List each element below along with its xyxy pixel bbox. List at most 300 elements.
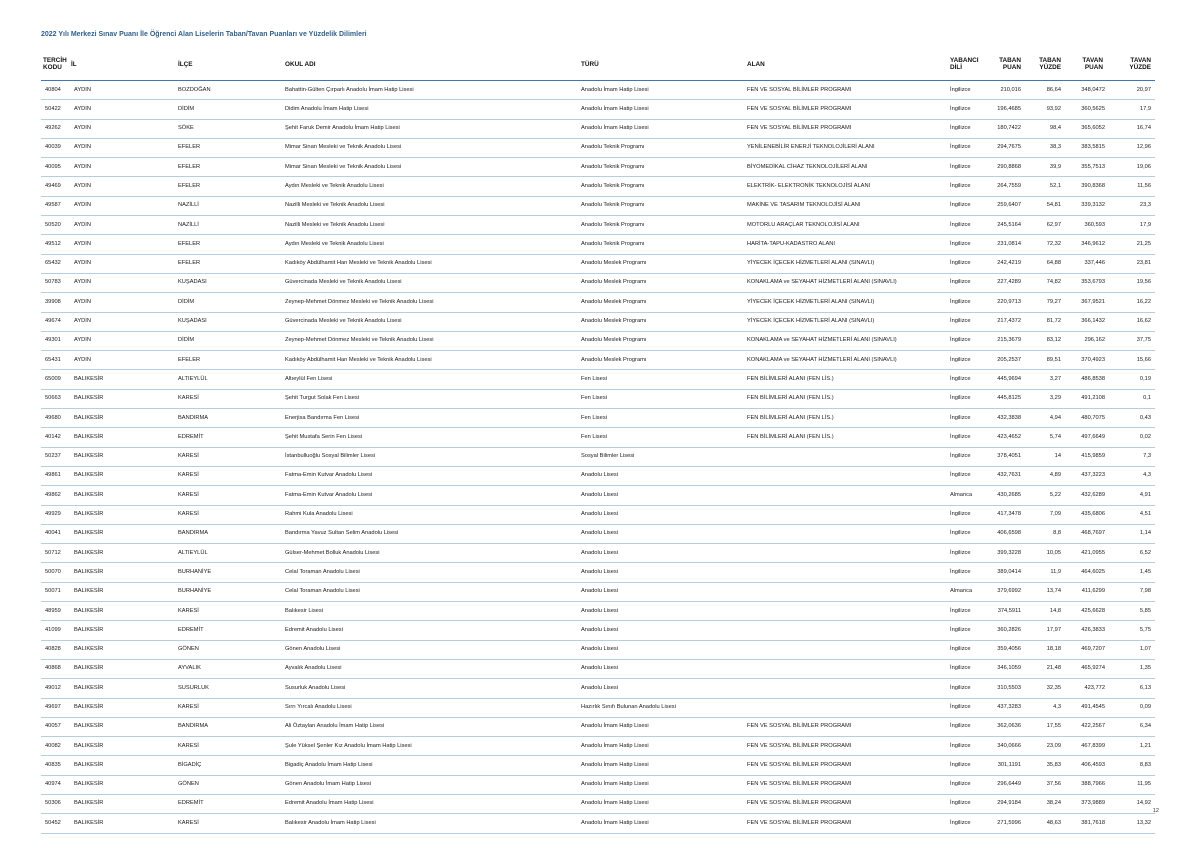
cell-taban-yuzde: 3,27	[1049, 375, 1061, 382]
cell-dil: İngilizce	[950, 742, 971, 749]
table-row	[41, 718, 1155, 737]
cell-kod: 48959	[45, 607, 61, 614]
cell-kod: 49012	[45, 684, 61, 691]
cell-turu: Anadolu Meslek Programı	[581, 318, 647, 325]
cell-dil: Almanca	[950, 491, 973, 498]
cell-taban-puan: 271,5996	[997, 819, 1021, 826]
cell-ilce: GÖNEN	[178, 646, 199, 653]
header-tavan-yuzde: TAVAN YÜZDE	[1129, 57, 1151, 72]
cell-ilce: DİDİM	[178, 105, 195, 112]
cell-taban-puan: 445,9694	[997, 375, 1021, 382]
cell-il: BALIKESİR	[74, 472, 104, 479]
cell-il: AYDIN	[74, 202, 91, 209]
cell-okul: İstanbulluoğlu Sosyal Bilimler Lisesi	[285, 453, 376, 460]
cell-il: BALIKESİR	[74, 646, 104, 653]
cell-okul: Şehit Faruk Demir Anadolu İmam Hatip Lisesi	[285, 125, 400, 132]
cell-tavan-yuzde: 11,95	[1137, 781, 1151, 788]
cell-alan: YİYECEK İÇECEK HİZMETLERİ ALANI (SINAVLI)	[747, 318, 875, 325]
cell-dil: İngilizce	[950, 337, 971, 344]
cell-il: BALIKESİR	[74, 626, 104, 633]
cell-alan: FEN BİLİMLERİ ALANI (FEN LİS.)	[747, 375, 834, 382]
cell-taban-yuzde: 83,12	[1046, 337, 1061, 344]
cell-taban-yuzde: 5,74	[1049, 433, 1061, 440]
table-row	[41, 699, 1155, 718]
cell-il: BALIKESİR	[74, 704, 104, 710]
cell-taban-puan: 346,1059	[997, 665, 1021, 672]
cell-dil: İngilizce	[950, 607, 971, 614]
table-row	[41, 525, 1155, 544]
cell-turu: Anadolu İmam Hatip Lisesi	[581, 819, 649, 826]
cell-okul: Ayvalık Anadolu Lisesi	[285, 665, 342, 672]
cell-alan: FEN VE SOSYAL BİLİMLER PROGRAMI	[747, 742, 852, 749]
cell-kod: 49862	[45, 491, 61, 498]
cell-tavan-yuzde: 1,07	[1139, 646, 1151, 653]
header-dil: YABANCI DİLİ	[950, 57, 979, 72]
cell-kod: 50783	[45, 279, 61, 286]
cell-dil: İngilizce	[950, 240, 971, 247]
cell-turu: Anadolu Lisesi	[581, 588, 618, 595]
cell-dil: İngilizce	[950, 568, 971, 575]
cell-ilce: EFELER	[178, 240, 201, 247]
cell-ilce: KARESİ	[178, 472, 199, 479]
cell-dil: İngilizce	[950, 781, 971, 788]
table-row	[41, 506, 1155, 525]
cell-alan: KONAKLAMA ve SEYAHAT HİZMETLERİ ALANI (SINAVLI)	[747, 356, 897, 363]
page-number: 12	[1152, 808, 1159, 814]
cell-taban-puan: 231,0814	[997, 240, 1021, 247]
cell-alan: FEN VE SOSYAL BİLİMLER PROGRAMI	[747, 125, 852, 132]
cell-il: AYDIN	[74, 298, 91, 305]
cell-turu: Anadolu İmam Hatip Lisesi	[581, 723, 649, 730]
cell-kod: 40804	[45, 86, 61, 93]
cell-alan: FEN BİLİMLERİ ALANI (FEN LİS.)	[747, 414, 834, 421]
cell-tavan-yuzde: 12,96	[1136, 144, 1151, 151]
cell-tavan-yuzde: 5,75	[1139, 626, 1151, 633]
cell-taban-yuzde: 35,83	[1046, 761, 1061, 768]
cell-dil: İngilizce	[950, 819, 971, 826]
cell-taban-puan: 362,0636	[997, 723, 1021, 730]
cell-taban-yuzde: 21,48	[1046, 665, 1061, 672]
cell-kod: 50422	[45, 105, 61, 112]
cell-turu: Anadolu Teknik Programı	[581, 240, 645, 247]
table-row	[41, 486, 1155, 505]
cell-turu: Anadolu Meslek Programı	[581, 337, 647, 344]
cell-okul: Aydın Mesleki ve Teknik Anadolu Lisesi	[285, 182, 384, 189]
cell-tavan-puan: 491,4545	[1081, 704, 1105, 710]
cell-taban-puan: 301,1191	[997, 761, 1021, 768]
cell-alan: FEN BİLİMLERİ ALANI (FEN LİS.)	[747, 433, 834, 440]
cell-tavan-puan: 421,0955	[1081, 549, 1105, 556]
cell-tavan-yuzde: 11,56	[1137, 182, 1151, 189]
table-row	[41, 370, 1155, 389]
cell-il: BALIKESİR	[74, 761, 104, 768]
cell-kod: 49861	[45, 472, 61, 479]
cell-ilce: GÖNEN	[178, 781, 199, 788]
cell-dil: İngilizce	[950, 511, 971, 518]
cell-okul: Şule Yüksel Şenler Kız Anadolu İmam Hatip Lisesi	[285, 742, 412, 749]
cell-tavan-yuzde: 7,98	[1139, 588, 1151, 595]
page-title: 2022 Yılı Merkezi Sınav Puanı İle Öğrenci Alan Liselerin Taban/Tavan Puanları ve Yüzdelik Dilimleri	[41, 31, 367, 38]
cell-kod: 49262	[45, 125, 61, 132]
cell-tavan-yuzde: 23,3	[1139, 202, 1151, 209]
cell-il: AYDIN	[74, 240, 91, 247]
cell-turu: Anadolu İmam Hatip Lisesi	[581, 105, 649, 112]
cell-il: BALIKESİR	[74, 684, 104, 691]
cell-tavan-puan: 425,6628	[1081, 607, 1105, 614]
cell-okul: Susurluk Anadolu Lisesi	[285, 684, 346, 691]
cell-turu: Anadolu Lisesi	[581, 607, 618, 614]
cell-tavan-yuzde: 7,3	[1143, 453, 1151, 460]
cell-okul: Kadıköy Abdülhamit Han Mesleki ve Teknik Anadolu Lisesi	[285, 260, 432, 267]
cell-taban-yuzde: 17,97	[1046, 626, 1061, 633]
cell-tavan-yuzde: 8,83	[1139, 761, 1151, 768]
table-row	[41, 120, 1155, 139]
cell-taban-puan: 359,4056	[997, 646, 1021, 653]
cell-kod: 40041	[45, 530, 61, 537]
cell-kod: 65431	[45, 356, 61, 363]
cell-tavan-puan: 365,6052	[1081, 125, 1105, 132]
cell-alan: MAKİNE VE TASARIM TEKNOLOJİSİ ALANI	[747, 202, 861, 209]
cell-il: BALIKESİR	[74, 491, 104, 498]
cell-alan: ELEKTRİK- ELEKTRONİK TEKNOLOJİSİ ALANI	[747, 182, 871, 189]
cell-turu: Fen Lisesi	[581, 433, 607, 440]
header-kod: TERCİH KODU	[43, 57, 67, 72]
cell-taban-puan: 360,2826	[997, 626, 1021, 633]
cell-taban-yuzde: 62,97	[1046, 221, 1061, 228]
cell-dil: İngilizce	[950, 356, 971, 363]
cell-kod: 49674	[45, 318, 61, 325]
cell-okul: Aydın Mesleki ve Teknik Anadolu Lisesi	[285, 240, 384, 247]
cell-okul: Bigadiç Anadolu İmam Hatip Lisesi	[285, 761, 373, 768]
cell-taban-yuzde: 5,22	[1049, 491, 1061, 498]
cell-alan: FEN VE SOSYAL BİLİMLER PROGRAMI	[747, 723, 852, 730]
cell-alan: FEN VE SOSYAL BİLİMLER PROGRAMI	[747, 819, 852, 826]
cell-okul: Bahattin-Gülten Çırparlı Anadolu İmam Hatip Lisesi	[285, 86, 414, 93]
cell-okul: Edremit Anadolu İmam Hatip Lisesi	[285, 800, 374, 807]
cell-turu: Hazırlık Sınıfı Bulunan Anadolu Lisesi	[581, 704, 676, 710]
cell-ilce: KARESİ	[178, 511, 199, 518]
cell-alan: FEN VE SOSYAL BİLİMLER PROGRAMI	[747, 761, 852, 768]
cell-tavan-yuzde: 0,43	[1139, 414, 1151, 421]
cell-ilce: KARESİ	[178, 395, 199, 402]
table-row	[41, 641, 1155, 660]
cell-taban-puan: 217,4372	[997, 318, 1021, 325]
cell-taban-puan: 445,8125	[997, 395, 1021, 402]
table-row	[41, 563, 1155, 582]
cell-taban-yuzde: 52,1	[1049, 182, 1061, 189]
cell-ilce: SÖKE	[178, 125, 194, 132]
table-row	[41, 274, 1155, 293]
cell-kod: 49512	[45, 240, 61, 247]
cell-turu: Anadolu Meslek Programı	[581, 279, 647, 286]
cell-turu: Anadolu Lisesi	[581, 511, 618, 518]
cell-taban-puan: 242,4219	[997, 260, 1021, 267]
cell-tavan-yuzde: 20,97	[1136, 86, 1151, 93]
cell-tavan-puan: 468,7697	[1081, 530, 1105, 537]
cell-il: AYDIN	[74, 182, 91, 189]
cell-ilce: NAZİLLİ	[178, 202, 199, 209]
cell-dil: İngilizce	[950, 723, 971, 730]
cell-alan: MOTORLU ARAÇLAR TEKNOLOJİSİ ALANI	[747, 221, 860, 228]
cell-alan: YİYECEK İÇECEK HİZMETLERİ ALANI (SINAVLI)	[747, 298, 875, 305]
cell-kod: 40835	[45, 761, 61, 768]
cell-okul: Fatma-Emin Kutvar Anadolu Lisesi	[285, 491, 373, 498]
cell-alan: BİYOMEDİKAL CİHAZ TEKNOLOJİLERİ ALANI	[747, 163, 868, 170]
cell-taban-puan: 389,0414	[997, 568, 1021, 575]
cell-ilce: SUSURLUK	[178, 684, 209, 691]
cell-taban-yuzde: 8,8	[1053, 530, 1061, 537]
cell-tavan-yuzde: 5,85	[1139, 607, 1151, 614]
cell-ilce: KARESİ	[178, 819, 199, 826]
cell-il: BALIKESİR	[74, 781, 104, 788]
cell-tavan-yuzde: 16,22	[1136, 298, 1151, 305]
cell-tavan-puan: 383,5815	[1081, 144, 1105, 151]
cell-taban-puan: 399,3228	[997, 549, 1021, 556]
cell-kod: 50712	[45, 549, 61, 556]
cell-tavan-puan: 422,2567	[1081, 723, 1105, 730]
cell-tavan-puan: 346,9612	[1081, 240, 1105, 247]
table-row	[41, 621, 1155, 640]
cell-taban-yuzde: 14	[1054, 453, 1061, 460]
cell-kod: 65432	[45, 260, 61, 267]
cell-il: AYDIN	[74, 356, 91, 363]
table-row	[41, 313, 1155, 332]
cell-okul: Enerjisa Bandırma Fen Lisesi	[285, 414, 360, 421]
cell-okul: Ali Öztaylan Anadolu İmam Hatip Lisesi	[285, 723, 385, 730]
table-row	[41, 409, 1155, 428]
cell-taban-puan: 294,7675	[997, 144, 1021, 151]
table-row	[41, 100, 1155, 119]
cell-tavan-puan: 367,9521	[1081, 298, 1105, 305]
cell-okul: Gülser-Mehmet Bolluk Anadolu Lisesi	[285, 549, 380, 556]
cell-okul: Mimar Sinan Mesleki ve Teknik Anadolu Lisesi	[285, 163, 402, 170]
cell-tavan-yuzde: 19,56	[1136, 279, 1151, 286]
cell-kod: 49469	[45, 182, 61, 189]
cell-tavan-puan: 435,6806	[1081, 511, 1105, 518]
cell-dil: İngilizce	[950, 318, 971, 325]
cell-dil: İngilizce	[950, 665, 971, 672]
cell-taban-yuzde: 54,81	[1046, 202, 1061, 209]
cell-alan: FEN BİLİMLERİ ALANI (FEN LİS.)	[747, 395, 834, 402]
header-tavan-puan: TAVAN PUAN	[1082, 57, 1103, 72]
cell-tavan-yuzde: 21,25	[1136, 240, 1151, 247]
cell-taban-puan: 432,7631	[997, 472, 1021, 479]
cell-okul: Gönen Anadolu İmam Hatip Lisesi	[285, 781, 371, 788]
cell-okul: Mimar Sinan Mesleki ve Teknik Anadolu Lisesi	[285, 144, 402, 151]
cell-il: BALIKESİR	[74, 742, 104, 749]
cell-il: BALIKESİR	[74, 395, 104, 402]
cell-taban-yuzde: 23,09	[1046, 742, 1061, 749]
cell-kod: 50452	[45, 819, 61, 826]
cell-alan: FEN VE SOSYAL BİLİMLER PROGRAMI	[747, 781, 852, 788]
cell-kod: 50237	[45, 453, 61, 460]
cell-ilce: KARESİ	[178, 491, 199, 498]
cell-turu: Anadolu Lisesi	[581, 491, 618, 498]
cell-tavan-yuzde: 23,81	[1136, 260, 1151, 267]
cell-turu: Anadolu Lisesi	[581, 568, 618, 575]
cell-ilce: ALTIEYLÜL	[178, 375, 208, 382]
cell-dil: İngilizce	[950, 105, 971, 112]
cell-taban-yuzde: 4,94	[1049, 414, 1061, 421]
cell-il: AYDIN	[74, 105, 91, 112]
cell-taban-puan: 245,5164	[997, 221, 1021, 228]
cell-ilce: EFELER	[178, 144, 201, 151]
cell-turu: Anadolu Teknik Programı	[581, 221, 645, 228]
cell-okul: Edremit Anadolu Lisesi	[285, 626, 343, 633]
cell-okul: Nazilli Mesleki ve Teknik Anadolu Lisesi	[285, 221, 385, 228]
cell-dil: İngilizce	[950, 144, 971, 151]
cell-taban-yuzde: 38,3	[1049, 144, 1061, 151]
cell-il: BALIKESİR	[74, 549, 104, 556]
cell-taban-yuzde: 48,63	[1046, 819, 1061, 826]
cell-dil: İngilizce	[950, 279, 971, 286]
cell-tavan-puan: 467,8399	[1081, 742, 1105, 749]
cell-tavan-yuzde: 16,62	[1136, 318, 1151, 325]
cell-tavan-yuzde: 19,06	[1136, 163, 1151, 170]
cell-okul: Celal Toraman Anadolu Lisesi	[285, 588, 360, 595]
cell-ilce: KUŞADASI	[178, 279, 207, 286]
cell-dil: İngilizce	[950, 202, 971, 209]
cell-turu: Sosyal Bilimler Lisesi	[581, 453, 635, 460]
cell-turu: Anadolu Lisesi	[581, 626, 618, 633]
cell-taban-puan: 310,5503	[997, 684, 1021, 691]
cell-ilce: EFELER	[178, 182, 201, 189]
cell-tavan-puan: 437,3223	[1081, 472, 1105, 479]
cell-dil: İngilizce	[950, 453, 971, 460]
cell-taban-yuzde: 32,35	[1046, 684, 1061, 691]
cell-tavan-puan: 465,9274	[1081, 665, 1105, 672]
cell-ilce: AYVALIK	[178, 665, 201, 672]
cell-taban-yuzde: 4,3	[1053, 704, 1061, 710]
table-row	[41, 679, 1155, 698]
cell-taban-yuzde: 79,27	[1046, 298, 1061, 305]
table-row	[41, 197, 1155, 216]
cell-turu: Anadolu Teknik Programı	[581, 202, 645, 209]
cell-taban-yuzde: 98,4	[1049, 125, 1061, 132]
cell-tavan-puan: 366,1432	[1081, 318, 1105, 325]
cell-turu: Anadolu İmam Hatip Lisesi	[581, 742, 649, 749]
cell-ilce: KUŞADASI	[178, 318, 207, 325]
table-row	[41, 602, 1155, 621]
cell-tavan-puan: 370,4923	[1081, 356, 1105, 363]
cell-il: BALIKESİR	[74, 375, 104, 382]
cell-kod: 40095	[45, 163, 61, 170]
cell-ilce: BİGADİÇ	[178, 761, 202, 768]
cell-turu: Anadolu Teknik Programı	[581, 163, 645, 170]
cell-dil: İngilizce	[950, 646, 971, 653]
cell-kod: 40974	[45, 781, 61, 788]
cell-tavan-puan: 480,7075	[1081, 414, 1105, 421]
header-okul: OKUL ADI	[285, 61, 316, 68]
table-row	[41, 390, 1155, 409]
cell-dil: İngilizce	[950, 800, 971, 807]
cell-taban-puan: 180,7422	[997, 125, 1021, 132]
cell-taban-yuzde: 93,92	[1046, 105, 1061, 112]
cell-kod: 50071	[45, 588, 61, 595]
cell-turu: Anadolu İmam Hatip Lisesi	[581, 125, 649, 132]
cell-kod: 65009	[45, 375, 61, 382]
cell-ilce: BANDIRMA	[178, 723, 209, 730]
cell-okul: Güvercinada Mesleki ve Teknik Anadolu Lisesi	[285, 279, 402, 286]
cell-tavan-puan: 411,6299	[1081, 588, 1105, 595]
cell-alan: YİYECEK İÇECEK HİZMETLERİ ALANI (SINAVLI)	[747, 260, 875, 267]
cell-taban-puan: 220,9713	[997, 298, 1021, 305]
cell-il: AYDIN	[74, 163, 91, 170]
cell-ilce: EDREMİT	[178, 433, 204, 440]
table-body	[41, 81, 1155, 834]
cell-alan: YENİLENEBİLİR ENERJİ TEKNOLOJİLERİ ALANI	[747, 144, 875, 151]
cell-ilce: EDREMİT	[178, 626, 204, 633]
cell-il: AYDIN	[74, 337, 91, 344]
cell-dil: İngilizce	[950, 260, 971, 267]
cell-kod: 49697	[45, 704, 61, 710]
cell-il: BALIKESİR	[74, 800, 104, 807]
cell-tavan-puan: 406,4593	[1081, 761, 1105, 768]
cell-il: BALIKESİR	[74, 607, 104, 614]
cell-okul: Nazilli Mesleki ve Teknik Anadolu Lisesi	[285, 202, 385, 209]
cell-okul: Altıeylül Fen Lisesi	[285, 375, 333, 382]
cell-il: BALIKESİR	[74, 723, 104, 730]
cell-turu: Anadolu İmam Hatip Lisesi	[581, 781, 649, 788]
cell-tavan-yuzde: 37,75	[1136, 337, 1151, 344]
cell-tavan-yuzde: 4,3	[1143, 472, 1151, 479]
cell-dil: İngilizce	[950, 626, 971, 633]
cell-taban-yuzde: 64,88	[1046, 260, 1061, 267]
cell-ilce: EFELER	[178, 356, 201, 363]
cell-taban-yuzde: 86,64	[1046, 86, 1061, 93]
cell-kod: 40828	[45, 646, 61, 653]
cell-il: BALIKESİR	[74, 588, 104, 595]
cell-ilce: BURHANİYE	[178, 588, 212, 595]
cell-taban-puan: 259,6407	[997, 202, 1021, 209]
table-row	[41, 428, 1155, 447]
table-row	[41, 158, 1155, 177]
cell-kod: 49587	[45, 202, 61, 209]
cell-dil: İngilizce	[950, 298, 971, 305]
cell-il: AYDIN	[74, 260, 91, 267]
table-row	[41, 177, 1155, 196]
cell-okul: Bandırma Yavuz Sultan Selim Anadolu Lisesi	[285, 530, 399, 537]
cell-turu: Anadolu Lisesi	[581, 665, 618, 672]
table-row	[41, 795, 1155, 814]
cell-taban-yuzde: 72,32	[1046, 240, 1061, 247]
cell-tavan-puan: 360,5625	[1081, 105, 1105, 112]
cell-alan: FEN VE SOSYAL BİLİMLER PROGRAMI	[747, 105, 852, 112]
cell-okul: Sırrı Yırcalı Anadolu Lisesi	[285, 704, 352, 710]
cell-taban-yuzde: 37,56	[1046, 781, 1061, 788]
cell-tavan-puan: 339,3132	[1081, 202, 1105, 209]
table-row	[41, 756, 1155, 775]
header-taban-puan: TABAN PUAN	[999, 57, 1021, 72]
cell-tavan-yuzde: 17,9	[1139, 221, 1151, 228]
cell-turu: Anadolu Meslek Programı	[581, 298, 647, 305]
table-row	[41, 139, 1155, 158]
cell-il: AYDIN	[74, 318, 91, 325]
cell-taban-puan: 432,3838	[997, 414, 1021, 421]
cell-kod: 49301	[45, 337, 61, 344]
results-table	[41, 56, 1155, 834]
table-row	[41, 216, 1155, 235]
cell-tavan-puan: 348,0472	[1081, 86, 1105, 93]
cell-dil: İngilizce	[950, 761, 971, 768]
cell-taban-yuzde: 17,55	[1046, 723, 1061, 730]
cell-turu: Anadolu Lisesi	[581, 530, 618, 537]
cell-turu: Anadolu Teknik Programı	[581, 182, 645, 189]
cell-kod: 50663	[45, 395, 61, 402]
cell-tavan-puan: 337,446	[1084, 260, 1105, 267]
cell-kod: 40082	[45, 742, 61, 749]
cell-ilce: DİDİM	[178, 337, 195, 344]
